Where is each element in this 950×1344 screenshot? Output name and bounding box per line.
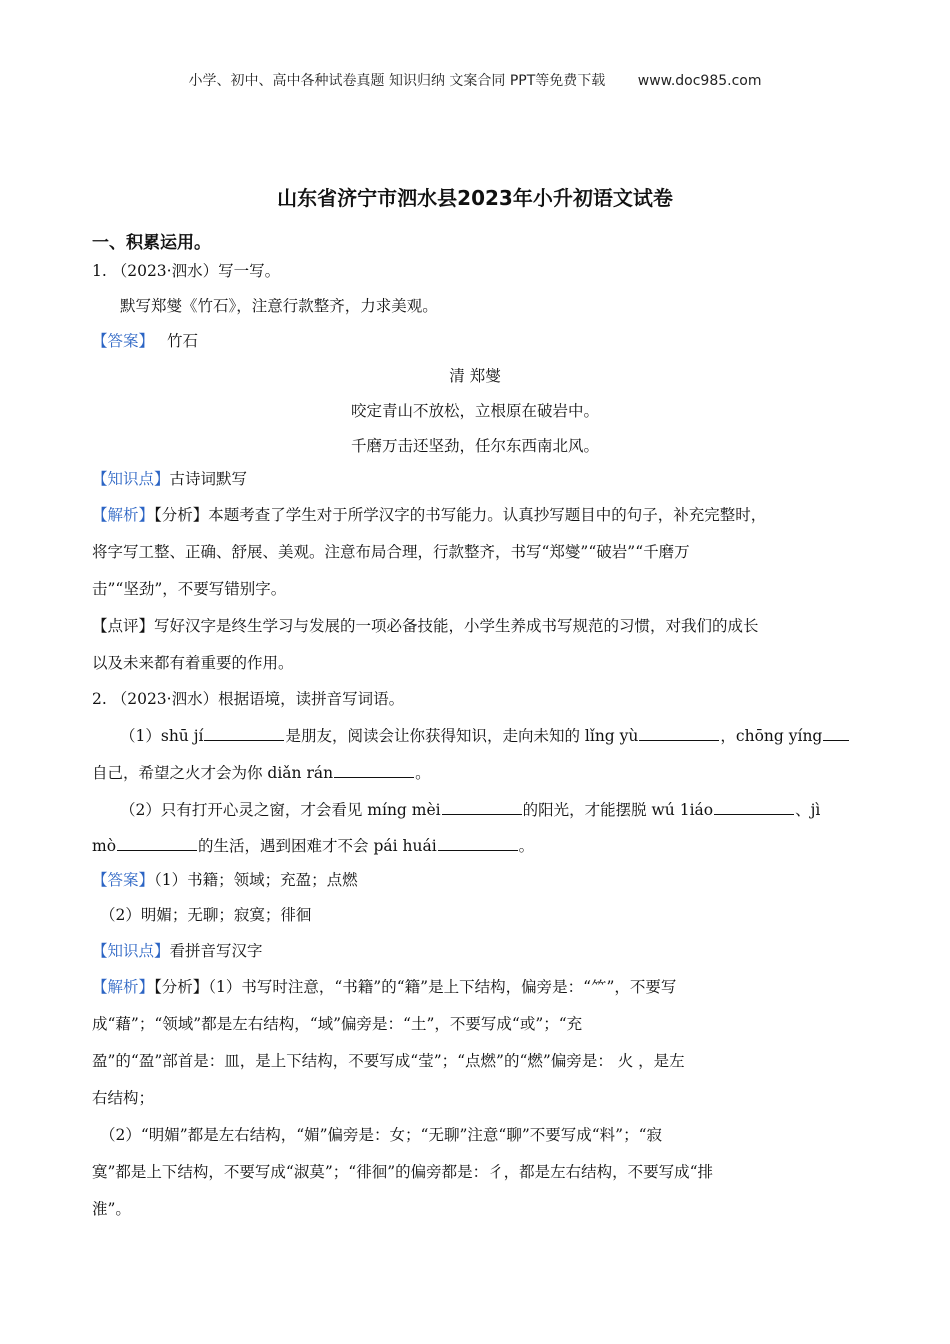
q2-stem: 2. （2023·泗水）根据语境，读拼音写词语。 bbox=[92, 690, 405, 708]
q2-part2-line2 bbox=[92, 834, 862, 857]
answer-blank[interactable] bbox=[438, 834, 518, 851]
pinyin-text: mò bbox=[92, 837, 117, 855]
q1-analysis-line bbox=[92, 504, 862, 526]
kp-text: 古诗词默写 bbox=[169, 470, 248, 488]
q2-answer-line: （2）明媚；无聊；寂寞；徘徊 bbox=[100, 906, 312, 924]
pinyin-text: 的生活，遇到困难才不会 pái huái bbox=[198, 837, 437, 855]
answer-blank[interactable] bbox=[117, 834, 197, 851]
page-title: 山东省济宁市泗水县2023年小升初语文试卷 bbox=[277, 186, 673, 210]
kp-tag: 【知识点】 bbox=[92, 942, 170, 960]
q2-answer bbox=[92, 869, 862, 891]
page-header bbox=[0, 70, 950, 90]
q1-comment-line: 【点评】写好汉字是终生学习与发展的一项必备技能，小学生养成书写规范的习惯，对我们的成长 bbox=[92, 617, 759, 635]
q2-knowledge-point bbox=[92, 940, 862, 962]
q2-analysis-line: 淮”。 bbox=[92, 1200, 131, 1218]
kp-tag: 【知识点】 bbox=[92, 470, 170, 488]
answer-blank[interactable] bbox=[204, 724, 284, 741]
section-heading: 一、积累运用。 bbox=[92, 233, 211, 253]
q2-analysis-line: 寞”都是上下结构，不要写成“淑莫”；“徘徊”的偏旁都是：彳，都是左右结构，不要写成“排 bbox=[92, 1163, 714, 1181]
q1-analysis-line: 将字写工整、正确、舒展、美观。注意布局合理，行款整齐，书写“郑燮”“破岩”“千磨万 bbox=[92, 543, 690, 561]
q2-analysis-line bbox=[92, 976, 862, 998]
pinyin-text: 自己，希望之火才会为你 diǎn rán bbox=[92, 764, 334, 782]
poem-line-1: 咬定青山不放松，立根原在破岩中。 bbox=[350, 402, 599, 420]
header-text: 小学、初中、高中各种试卷真题 知识归纳 文案合同 PPT等免费下载 bbox=[188, 73, 606, 89]
answer-blank[interactable] bbox=[714, 798, 794, 815]
answer-text: 竹石 bbox=[166, 332, 198, 350]
analysis-tag: 【解析】 bbox=[92, 506, 155, 524]
q2-analysis-line: （2）“明媚”都是左右结构，“媚”偏旁是：女；“无聊”注意“聊”不要写成“料”；“寂 bbox=[100, 1126, 663, 1144]
pinyin-text: 的阳光，才能摆脱 wú 1iáo bbox=[522, 801, 714, 819]
kp-text: 看拼音写汉字 bbox=[169, 942, 263, 960]
q2-analysis-line: 盈”的“盈”部首是：皿，是上下结构，不要写成“莹”；“点燃”的“燃”偏旁是： 火 ，是左 bbox=[92, 1052, 685, 1070]
q2-part1-line2 bbox=[92, 761, 862, 784]
q1-comment-line: 以及未来都有着重要的作用。 bbox=[92, 654, 294, 672]
pinyin-text: ，chōng yíng bbox=[720, 727, 823, 745]
answer-blank[interactable] bbox=[639, 724, 719, 741]
analysis-text: 【分析】（1）书写时注意，“书籍”的“籍”是上下结构，偏旁是：“⺮”，不要写 bbox=[154, 978, 677, 996]
pinyin-text: （2）只有打开心灵之窗，才会看见 míng mèi bbox=[120, 801, 441, 819]
answer-tag: 【答案】 bbox=[92, 332, 155, 350]
answer-blank[interactable] bbox=[442, 798, 522, 815]
pinyin-text: 、jì bbox=[795, 801, 821, 819]
q2-part1-line1 bbox=[120, 724, 890, 747]
q1-answer bbox=[92, 330, 862, 352]
q1-knowledge-point bbox=[92, 468, 862, 490]
q2-analysis-line: 右结构； bbox=[92, 1089, 155, 1107]
q1-prompt: 默写郑燮《竹石》，注意行款整齐，力求美观。 bbox=[120, 297, 438, 315]
poem-author: 清 郑燮 bbox=[449, 367, 501, 385]
analysis-tag: 【解析】 bbox=[92, 978, 155, 996]
poem-line-2: 千磨万击还坚劲，任尔东西南北风。 bbox=[350, 437, 599, 455]
answer-blank[interactable] bbox=[334, 761, 414, 778]
q2-analysis-line: 成“藉”；“领域”都是左右结构，“域”偏旁是：“土”，不要写成“或”；“充 bbox=[92, 1015, 583, 1033]
header-site[interactable]: www.doc985.com bbox=[637, 73, 762, 89]
pinyin-text: 。 bbox=[518, 837, 535, 855]
pinyin-text: 。 bbox=[415, 764, 431, 782]
answer-tag: 【答案】 bbox=[92, 871, 155, 889]
q1-stem: 1. （2023·泗水）写一写。 bbox=[92, 262, 281, 280]
q2-part2-line1 bbox=[120, 798, 890, 821]
pinyin-text: （1）shū jí bbox=[120, 727, 204, 745]
analysis-text: 【分析】本题考查了学生对于所学汉字的书写能力。认真抄写题目中的句子，补充完整时， bbox=[154, 506, 767, 524]
q1-analysis-line: 击”“坚劲”，不要写错别字。 bbox=[92, 580, 287, 598]
answer-blank[interactable] bbox=[823, 724, 849, 741]
pinyin-text: 是朋友，阅读会让你获得知识，走向未知的 lǐng yù bbox=[285, 727, 639, 745]
answer-text: （1）书籍；领域；充盈；点燃 bbox=[154, 871, 358, 889]
